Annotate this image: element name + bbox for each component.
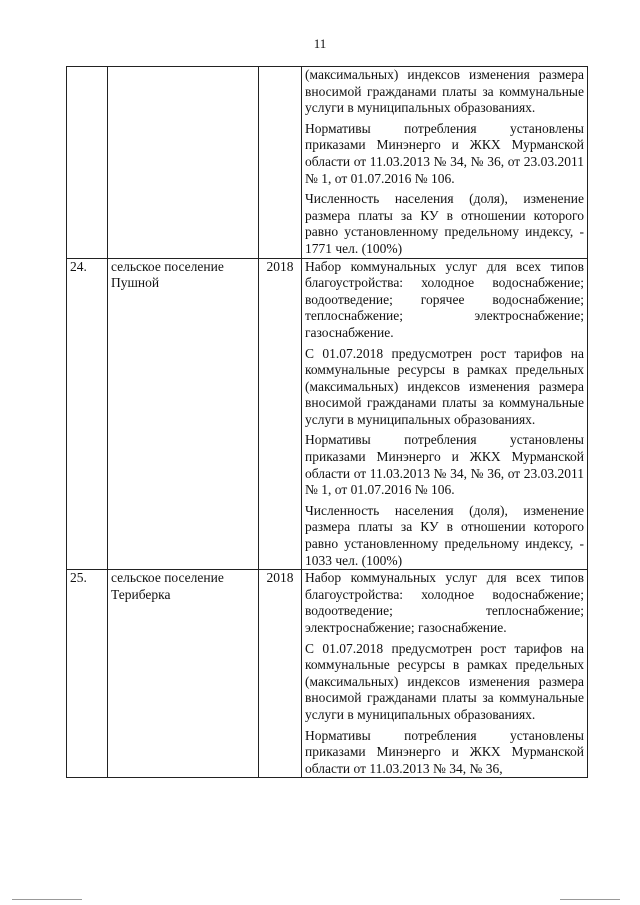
description-cell xyxy=(302,258,588,570)
description-paragraph: (максимальных) индексов изменения размера вносимой гражданами платы за коммунальные услуги в муниципальных образованиях. xyxy=(305,67,584,116)
year-cell: 2018 xyxy=(259,258,302,570)
description-cell xyxy=(302,67,588,259)
year-cell xyxy=(259,67,302,259)
description-paragraph: Численность населения (доля), изменение размера платы за КУ в отношении которого равно установленному предельному индексу, - 1771 чел. (100%) xyxy=(305,191,584,256)
description-paragraph: С 01.07.2018 предусмотрен рост тарифов на коммунальные ресурсы в рамках предельных (максимальных) индексов изменения размера вносимой гражданами платы за коммунальные услуги в муниципальных образованиях. xyxy=(305,640,584,722)
settlement-name: сельское поселение Териберка xyxy=(108,570,259,778)
tariff-table xyxy=(66,66,588,778)
year-cell: 2018 xyxy=(259,570,302,778)
settlement-name: сельское поселение Пушной xyxy=(108,258,259,570)
description-paragraph: Набор коммунальных услуг для всех типов благоустройства: холодное водоснабжение; водоотведение; горячее водоснабжение; теплоснабжение; электроснабжение; газоснабжение. xyxy=(305,258,584,340)
row-number: 25. xyxy=(67,570,108,778)
description-paragraph: Нормативы потребления установлены приказами Минэнерго и ЖКХ Мурманской области от 11.03.2013 № 34, № 36, xyxy=(305,727,584,776)
row-number xyxy=(67,67,108,259)
row-number: 24. xyxy=(67,258,108,570)
description-paragraph: Набор коммунальных услуг для всех типов благоустройства: холодное водоснабжение; водоотведение; теплоснабжение; электроснабжение; газоснабжение. xyxy=(305,570,584,635)
description-paragraph: Численность населения (доля), изменение размера платы за КУ в отношении которого равно установленному предельному индексу, - 1033 чел. (100%) xyxy=(305,502,584,568)
table-row xyxy=(67,258,588,570)
settlement-name xyxy=(108,67,259,259)
description-cell xyxy=(302,570,588,778)
table-row xyxy=(67,570,588,778)
scan-edge-marks xyxy=(0,895,640,905)
table-row xyxy=(67,67,588,259)
page-number: 11 xyxy=(313,36,327,51)
description-paragraph: Нормативы потребления установлены приказами Минэнерго и ЖКХ Мурманской области от 11.03.2013 № 34, № 36, от 23.03.2011 № 1, от 01.07.2016 № 106. xyxy=(305,120,584,186)
description-paragraph: Нормативы потребления установлены приказами Минэнерго и ЖКХ Мурманской области от 11.03.2013 № 34, № 36, от 23.03.2011 № 1, от 01.07.2016 № 106. xyxy=(305,432,584,498)
description-paragraph: С 01.07.2018 предусмотрен рост тарифов на коммунальные ресурсы в рамках предельных (максимальных) индексов изменения размера вносимой гражданами платы за коммунальные услуги в муниципальных образованиях. xyxy=(305,345,584,427)
